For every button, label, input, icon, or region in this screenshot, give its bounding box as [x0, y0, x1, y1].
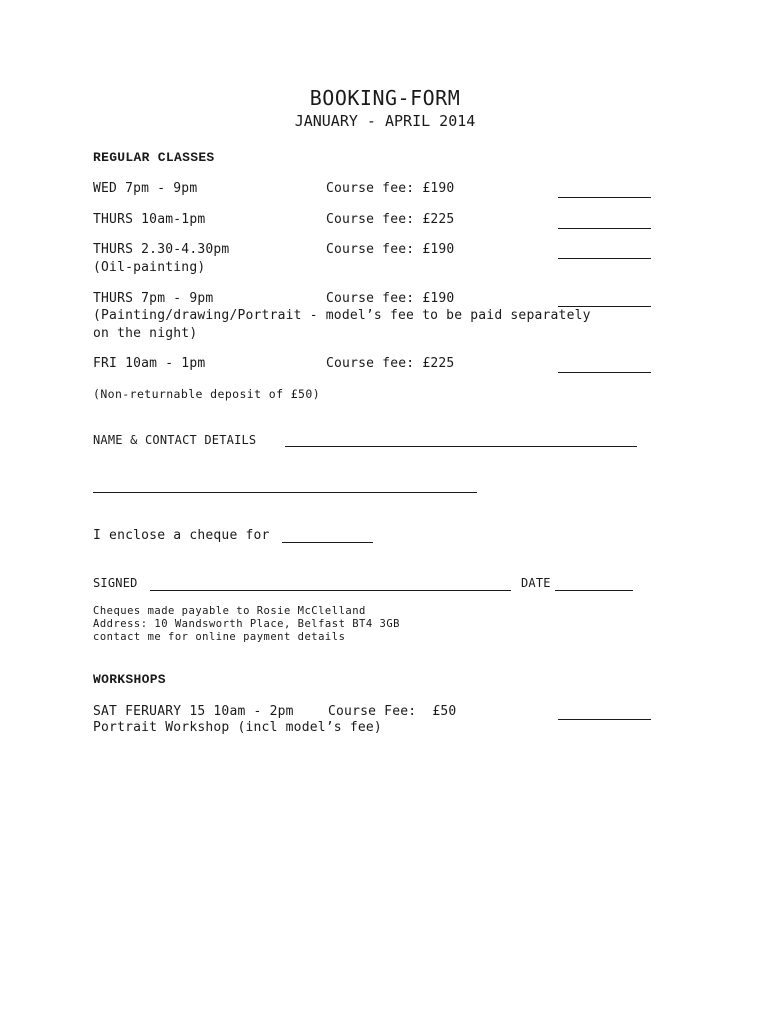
regular-classes-heading: REGULAR CLASSES — [93, 150, 215, 165]
class-selection-line[interactable] — [558, 258, 651, 259]
form-subtitle: JANUARY - APRIL 2014 — [294, 112, 476, 130]
class-day: FRI 10am - 1pm — [93, 356, 206, 371]
class-note: (Oil-painting) — [93, 260, 206, 275]
class-selection-line[interactable] — [558, 228, 651, 229]
class-selection-line[interactable] — [558, 197, 651, 198]
class-day: WED 7pm - 9pm — [93, 181, 198, 196]
contact-details-field[interactable] — [93, 492, 477, 493]
cheque-label: I enclose a cheque for — [93, 528, 270, 543]
date-label: DATE — [521, 576, 551, 590]
signed-label: SIGNED — [93, 576, 138, 590]
workshop-day: SAT FERUARY 15 10am - 2pm — [93, 704, 294, 719]
class-fee: Course fee: £225 — [326, 356, 455, 371]
workshops-heading: WORKSHOPS — [93, 672, 166, 687]
class-note: (Painting/drawing/Portrait - model’s fee to be paid separately — [93, 308, 591, 323]
cheque-amount-field[interactable] — [282, 542, 373, 543]
signature-field[interactable] — [150, 590, 511, 591]
class-fee: Course fee: £225 — [326, 212, 455, 227]
payment-address: Address: 10 Wandsworth Place, Belfast BT4 3GB — [93, 618, 400, 630]
form-title: BOOKING-FORM — [309, 86, 461, 110]
workshop-selection-line[interactable] — [558, 719, 651, 720]
class-selection-line[interactable] — [558, 372, 651, 373]
class-day: THURS 7pm - 9pm — [93, 291, 214, 306]
date-field[interactable] — [555, 590, 633, 591]
class-fee: Course fee: £190 — [326, 291, 455, 306]
class-fee: Course fee: £190 — [326, 181, 455, 196]
class-fee: Course fee: £190 — [326, 242, 455, 257]
class-note-continued: on the night) — [93, 326, 198, 341]
name-contact-label: NAME & CONTACT DETAILS — [93, 433, 257, 447]
class-selection-line[interactable] — [558, 306, 651, 307]
workshop-fee: Course Fee: £50 — [328, 704, 457, 719]
payment-payable: Cheques made payable to Rosie McClelland — [93, 605, 366, 617]
workshop-description: Portrait Workshop (incl model’s fee) — [93, 720, 382, 735]
name-contact-field[interactable] — [285, 446, 637, 447]
deposit-note: (Non-returnable deposit of £50) — [93, 387, 321, 401]
payment-online: contact me for online payment details — [93, 631, 346, 643]
class-day: THURS 10am-1pm — [93, 212, 206, 227]
class-day: THURS 2.30-4.30pm — [93, 242, 230, 257]
